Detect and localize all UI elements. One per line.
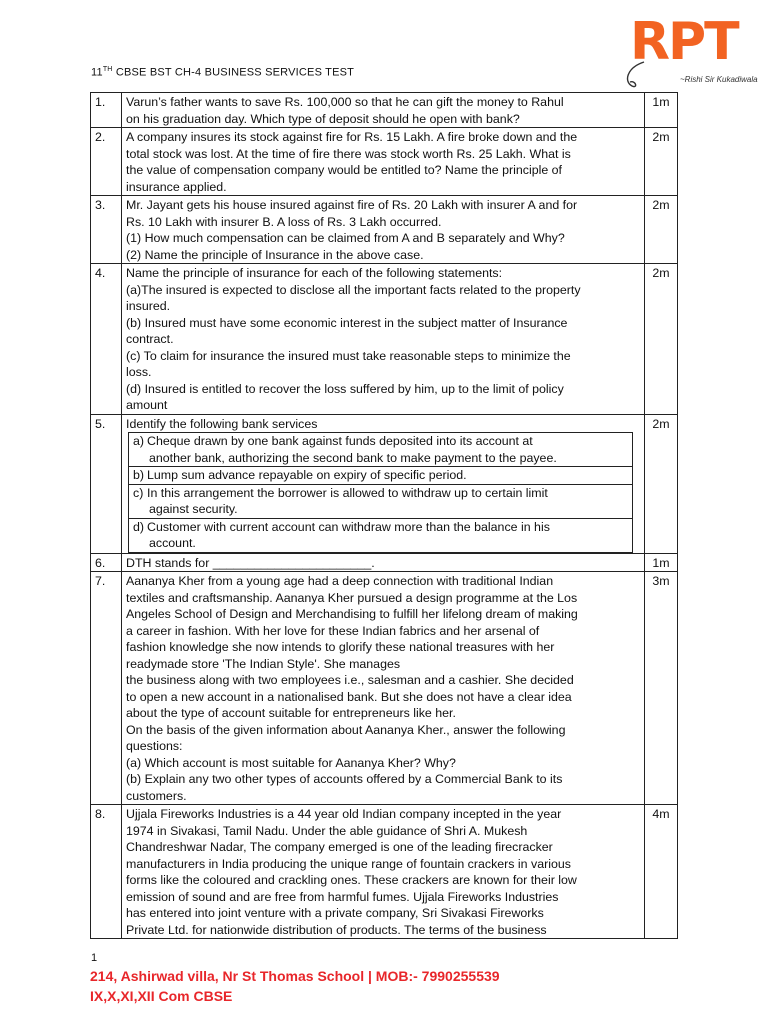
question-number: 8.: [91, 805, 122, 939]
question-line: A company insures its stock against fire for Rs. 15 Lakh. A fire broke down and the: [126, 130, 578, 144]
question-number: 7.: [91, 572, 122, 805]
question-line: total stock was lost. At the time of fire there was stock worth Rs. 25 Lakh. What is: [126, 146, 571, 161]
subtable-cell: [129, 467, 633, 485]
question-line: a career in fashion. With her love for these Indian fabrics and her arsenal of: [126, 623, 540, 638]
question-text: [122, 264, 645, 415]
question-line: amount: [126, 398, 168, 412]
rpt-logo: [622, 12, 758, 88]
question-line: Aananya Kher from a young age had a deep connection with traditional Indian: [126, 574, 554, 588]
item-text: In this arrangement the borrower is allowed to withdraw up to certain limit: [147, 485, 548, 500]
item-label: d): [133, 519, 145, 534]
item-label: c): [133, 485, 144, 500]
question-marks: 2m: [645, 414, 678, 553]
question-marks: 2m: [645, 264, 678, 415]
question-marks: 1m: [645, 93, 678, 128]
question-row: [91, 414, 678, 553]
logo-text: RPT: [630, 12, 738, 72]
question-line: emission of sound and are free from harmful fumes. Ujjala Fireworks Industries: [126, 889, 559, 904]
question-line: (1) How much compensation can be claimed from A and B separately and Why?: [126, 231, 565, 245]
question-line: (2) Name the principle of Insurance in the above case.: [126, 247, 424, 262]
question-line: to open a new account in a nationalised bank. But she does not have a clear idea: [126, 689, 572, 704]
question-marks: 4m: [645, 805, 678, 939]
item-text-continued: another bank, authorizing the second bank to make payment to the payee.: [149, 450, 557, 465]
question-table: [90, 92, 678, 939]
question-row: [91, 572, 678, 805]
question-line: readymade store 'The Indian Style'. She manages: [126, 656, 401, 671]
item-text: Customer with current account can withdraw more than the balance in his: [147, 519, 550, 534]
question-number: 1.: [91, 93, 122, 128]
question-line: about the type of account suitable for entrepreneurs like her.: [126, 706, 456, 720]
question-line: (b) Insured must have some economic interest in the subject matter of Insurance: [126, 315, 568, 330]
question-line: DTH stands for _______________________.: [126, 555, 375, 570]
question-marks: 2m: [645, 196, 678, 264]
question-line: on his graduation day. Which type of deposit should he open with bank?: [126, 111, 520, 126]
question-line: Angeles School of Design and Merchandising to fulfill her lifelong dream of making: [126, 607, 578, 621]
question-row: [91, 805, 678, 939]
question-text: [122, 805, 645, 939]
question-number: 5.: [91, 414, 122, 553]
question-text: [122, 572, 645, 805]
question-line: forms like the coloured and crackling ones. These crackers are known for their low: [126, 873, 577, 887]
question-text: [122, 128, 645, 196]
question-row: [91, 196, 678, 264]
page-number: 1: [91, 952, 98, 964]
item-text-continued: against security.: [149, 502, 238, 516]
subtable-row: [129, 484, 633, 518]
question-line: On the basis of the given information about Aananya Kher., answer the following: [126, 722, 566, 737]
question-marks: 2m: [645, 128, 678, 196]
question-text: [122, 414, 645, 553]
question-line: has entered into joint venture with a private company, Sri Sivakasi Fireworks: [126, 906, 544, 920]
question-line: Private Ltd. for nationwide distribution of products. The terms of the business: [126, 922, 547, 937]
subtable-row: [129, 518, 633, 552]
question-line: fashion knowledge she now intends to glorify these national treasures with her: [126, 640, 555, 654]
test-title: 11TH CBSE BST CH-4 BUSINESS SERVICES TEST: [91, 66, 355, 79]
question-marks: 3m: [645, 572, 678, 805]
bank-services-subtable: [128, 432, 633, 553]
question-row: [91, 264, 678, 415]
question-line: insurance applied.: [126, 179, 227, 194]
question-line: textiles and craftsmanship. Aananya Kher pursued a design programme at the Los: [126, 590, 578, 605]
question-line: (c) To claim for insurance the insured must take reasonable steps to minimize the: [126, 348, 571, 363]
question-number: 6.: [91, 553, 122, 572]
question-line: customers.: [126, 788, 187, 803]
question-intro: Identify the following bank services: [126, 416, 318, 431]
question-line: manufacturers in India producing the unique range of fountain crackers in various: [126, 856, 571, 871]
logo-tagline: ~Rishi Sir Kukadiwala: [680, 75, 758, 84]
footer-classes: IX,X,XI,XII Com CBSE: [90, 988, 233, 1004]
question-line: questions:: [126, 739, 183, 753]
question-line: insured.: [126, 299, 171, 313]
question-text: [122, 196, 645, 264]
question-line: Varun’s father wants to save Rs. 100,000 so that he can gift the money to Rahul: [126, 95, 564, 109]
question-line: (a)The insured is expected to disclose all the important facts related to the property: [126, 282, 581, 297]
question-line: (d) Insured is entitled to recover the loss suffered by him, up to the limit of policy: [126, 381, 564, 396]
question-line: Rs. 10 Lakh with insurer B. A loss of Rs. 3 Lakh occurred.: [126, 214, 442, 229]
question-number: 3.: [91, 196, 122, 264]
question-row: [91, 553, 678, 572]
question-line: contract.: [126, 332, 174, 346]
question-row: [91, 93, 678, 128]
item-text: Cheque drawn by one bank against funds deposited into its account at: [147, 434, 533, 448]
question-line: (b) Explain any two other types of accounts offered by a Commercial Bank to its: [126, 772, 563, 786]
question-line: (a) Which account is most suitable for Aananya Kher? Why?: [126, 755, 456, 770]
question-line: Mr. Jayant gets his house insured against fire of Rs. 20 Lakh with insurer A and for: [126, 198, 578, 212]
subtable-cell: [129, 518, 633, 552]
question-marks: 1m: [645, 553, 678, 572]
subtable-row: [129, 433, 633, 467]
question-line: Ujjala Fireworks Industries is a 44 year old Indian company incepted in the year: [126, 807, 562, 821]
item-label: b): [133, 468, 145, 482]
question-line: the value of compensation company would be entitled to? Name the principle of: [126, 163, 563, 177]
question-line: the business along with two employees i.e., salesman and a cashier. She decided: [126, 673, 574, 687]
item-text-continued: account.: [149, 536, 196, 550]
question-line: loss.: [126, 365, 152, 379]
footer-address: 214, Ashirwad villa, Nr St Thomas School | MOB:- 7990255539: [90, 968, 500, 984]
subtable-cell: [129, 484, 633, 518]
item-label: a): [133, 434, 145, 448]
subtable-row: [129, 467, 633, 485]
item-text: Lump sum advance repayable on expiry of specific period.: [147, 468, 467, 482]
question-line: Chandreshwar Nadar, The company emerged is one of the leading firecracker: [126, 840, 553, 854]
question-row: [91, 128, 678, 196]
subtable-cell: [129, 433, 633, 467]
question-text: [122, 93, 645, 128]
question-line: 1974 in Sivakasi, Tamil Nadu. Under the able guidance of Shri A. Mukesh: [126, 823, 528, 838]
question-number: 4.: [91, 264, 122, 415]
question-text: [122, 553, 645, 572]
question-number: 2.: [91, 128, 122, 196]
question-line: Name the principle of insurance for each of the following statements:: [126, 266, 503, 280]
